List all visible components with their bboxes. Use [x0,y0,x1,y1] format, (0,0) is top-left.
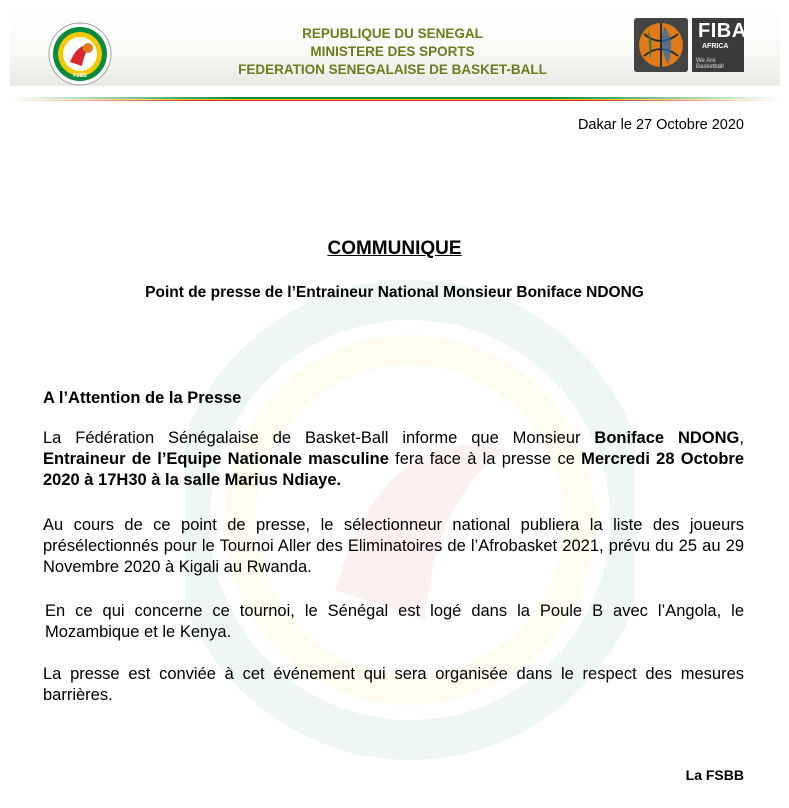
p1-coach-role: Entraineur de l’Equipe Nationale masculine [43,450,389,468]
letterhead-line-republic: REPUBLIQUE DU SENEGAL [302,26,483,41]
letterhead [0,0,789,100]
document-date: Dakar le 27 Octobre 2020 [577,117,744,133]
p1-text-2: , [739,429,744,447]
fiba-africa-logo [634,18,747,72]
fiba-word: FIBA [698,20,747,42]
p1-text-3: fera face à la presse ce [388,450,582,468]
signature: La FSBB [685,767,744,783]
letterhead-line-ministry: MINISTERE DES SPORTS [310,44,475,59]
attention-heading: A l’Attention de la Presse [43,389,242,407]
letterhead-title [180,25,605,79]
p1-text-1: La Fédération Sénégalaise de Basket-Ball informe que Monsieur [43,429,595,447]
paragraph-announcement [43,428,744,491]
page-title: COMMUNIQUE [327,238,462,259]
paragraph-group: En ce qui concerne ce tournoi, le Sénégal est logé dans la Poule B avec l’Angola, le Mozambique et le Kenya. [45,602,744,641]
basketball-icon [634,18,688,72]
fiba-region: AFRICA [702,43,729,50]
paragraph-measures: La presse est conviée à cet événement qui sera organisée dans le respect des mesures barrières. [43,665,744,704]
page-subtitle: Point de presse de l’Entraineur National Monsieur Boniface NDONG [145,284,644,301]
fiba-wordmark [692,18,747,72]
fiba-tagline: We Are Basketball [696,58,724,70]
fsbb-logo [48,22,112,86]
paragraph-player-list: Au cours de ce point de presse, le sélectionneur national publiera la liste des joueurs présélectionnés pour le Tournoi Aller des Eliminatoires de l’Afrobasket 2021, prévu du 25 au 29 Novembre 2020 à Kigali au Rwanda. [43,516,744,576]
fsbb-logo-text: FSBB [73,73,87,79]
p1-coach-name: Boniface NDONG [594,429,740,447]
p1-event-datetime: Mercredi 28 Octobre 2020 à 17H30 à la salle Marius Ndiaye. [43,450,745,489]
letterhead-line-federation: FEDERATION SENEGALAISE DE BASKET-BALL [238,62,547,77]
flag-divider [10,97,780,101]
